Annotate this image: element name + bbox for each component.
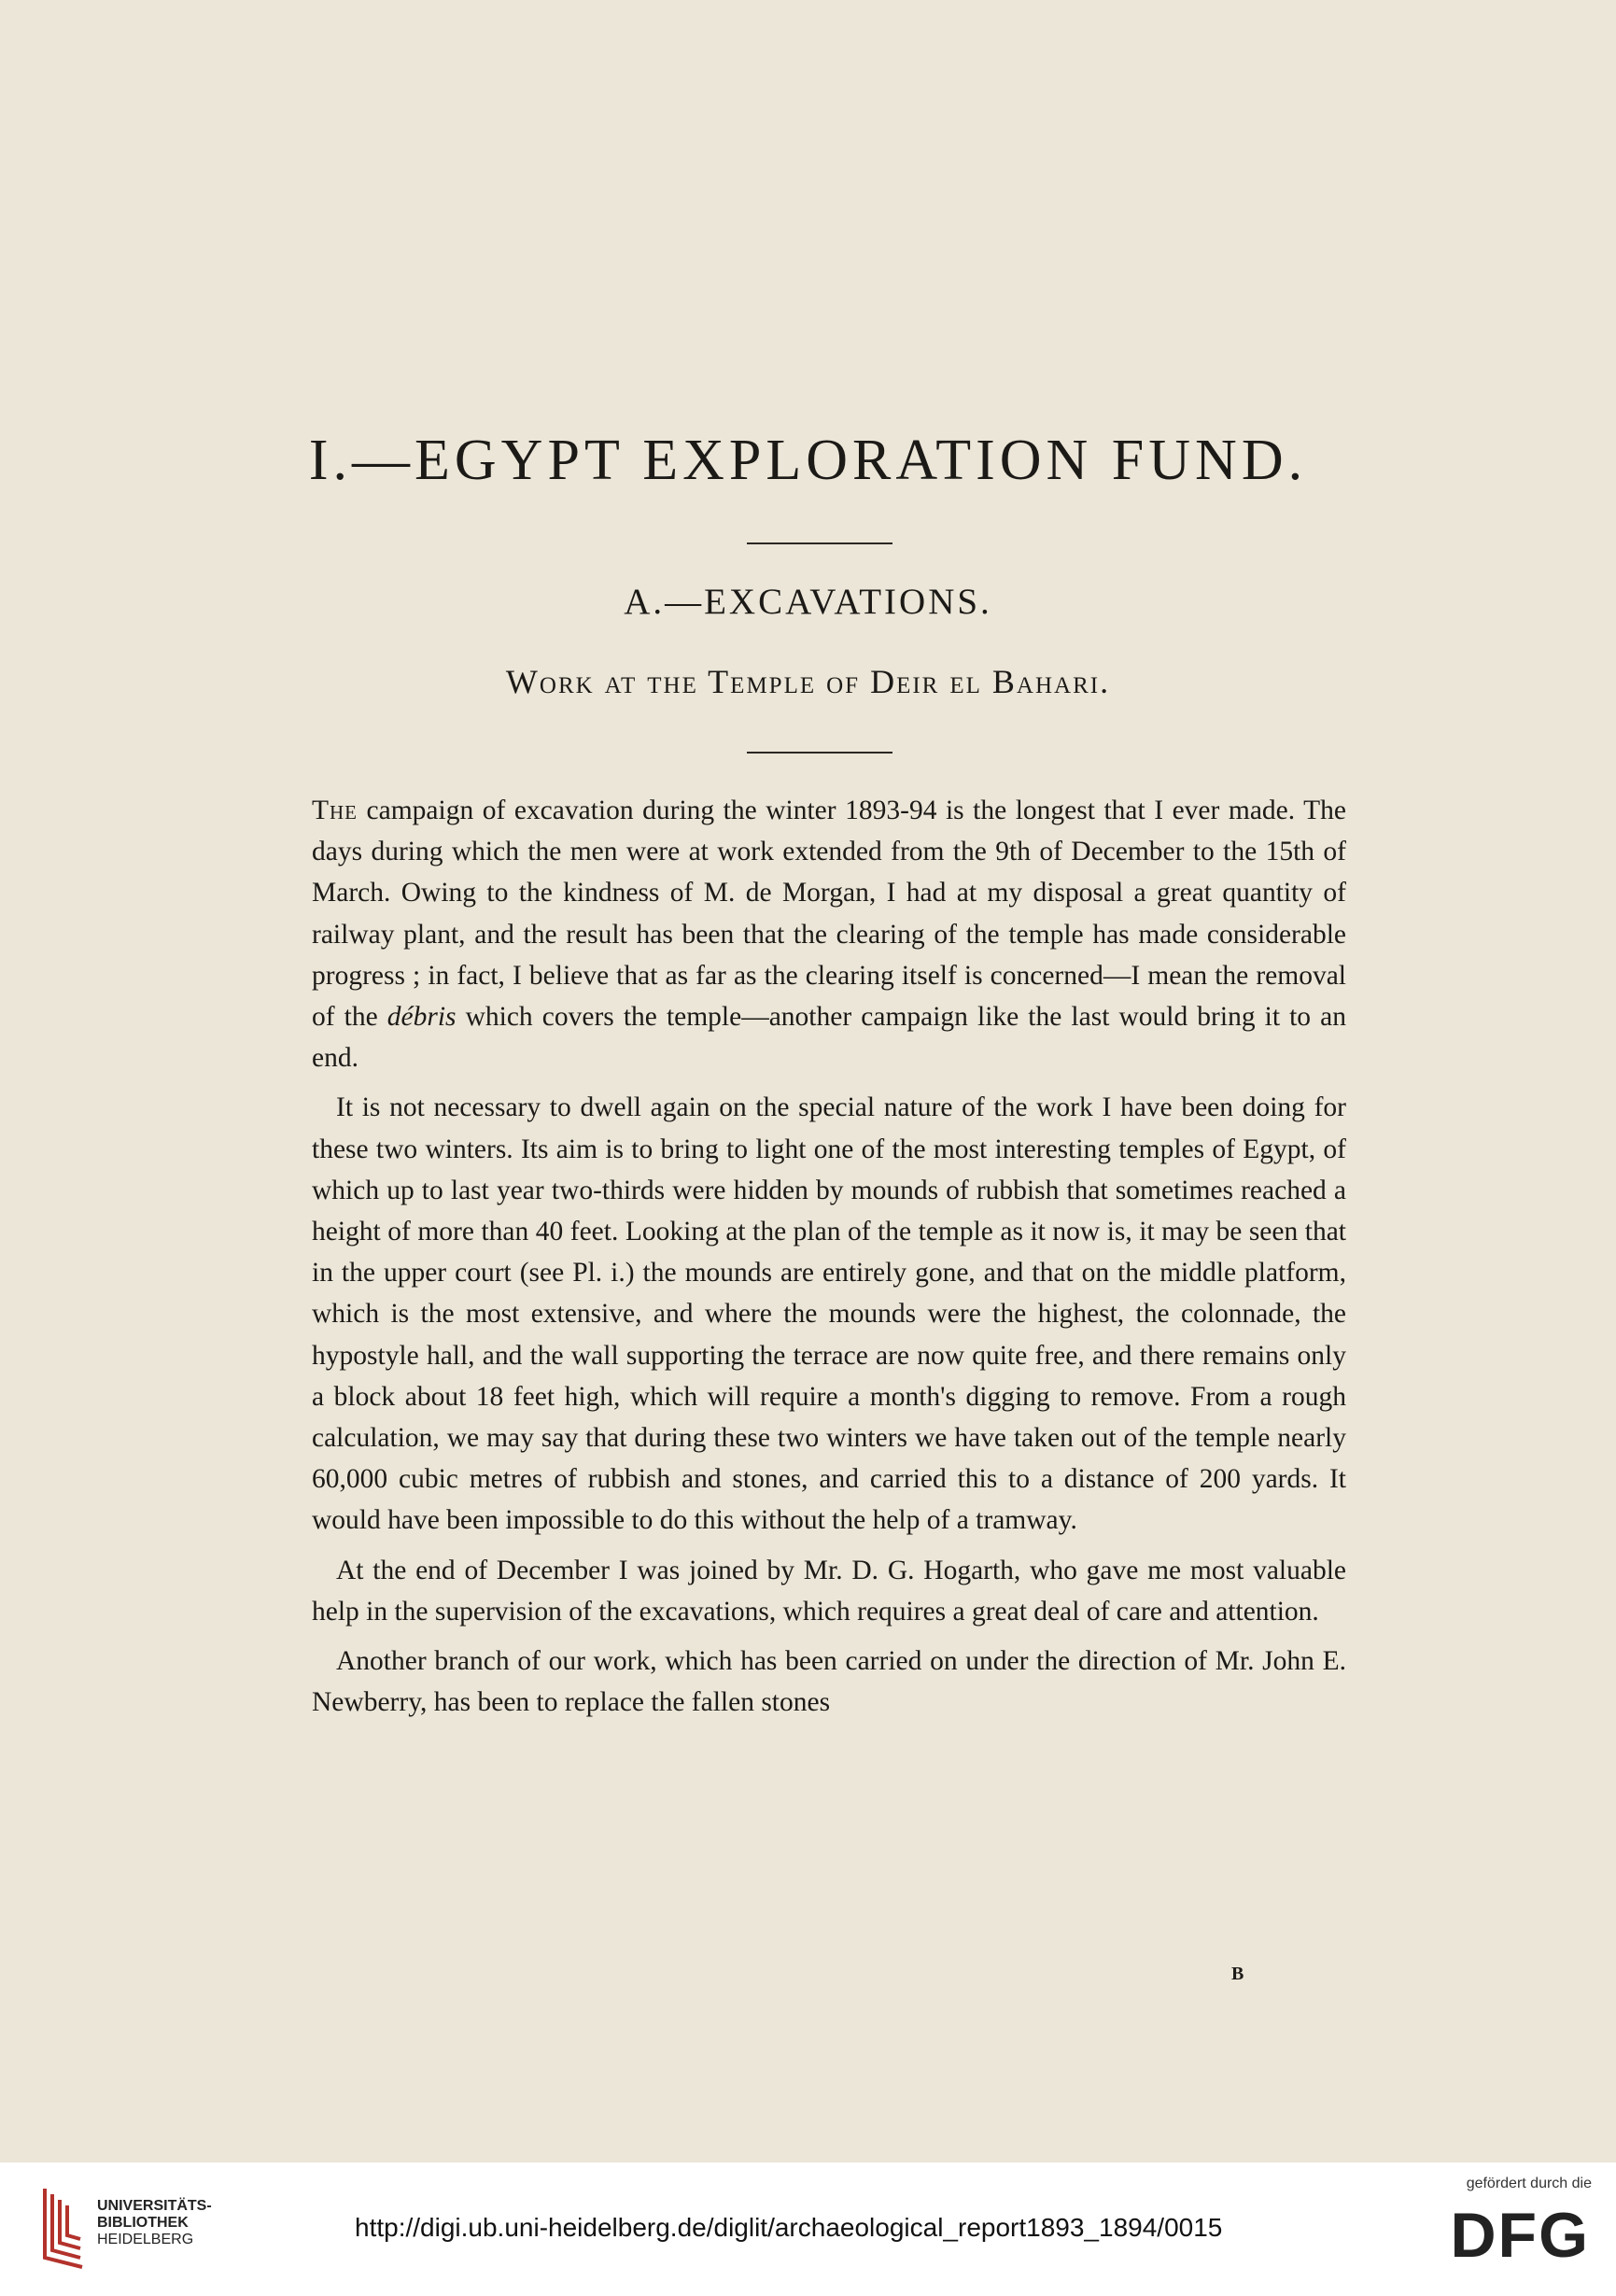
subtitle-divider — [747, 752, 892, 754]
title-divider — [747, 542, 892, 544]
section-subtitle: Work at the Temple of Deir el Bahari. — [505, 663, 1111, 700]
section-title: A.—EXCAVATIONS. — [624, 582, 992, 622]
paragraph-3: At the end of December I was joined by Mr. D. G. Hogarth, who gave me most valuable help in the supervision of the excavations, which requires a great deal of care and attention. — [312, 1555, 1346, 1627]
paragraph-lead-word: The — [312, 796, 358, 825]
body-text — [312, 790, 1346, 1731]
funded-by-label: gefördert durch die — [1466, 2176, 1592, 2191]
page-title: I.—EGYPT EXPLORATION FUND. — [308, 429, 1308, 492]
library-name-line-1: UNIVERSITÄTS- — [97, 2198, 212, 2214]
permalink-url[interactable]: http://digi.ub.uni-heidelberg.de/diglit/archaeological_report1893_1894/0015 — [355, 2213, 1223, 2242]
italic-term: débris — [386, 1002, 457, 1033]
university-library-name — [97, 2198, 212, 2248]
paragraph-4: Another branch of our work, which has been carried on under the direction of Mr. John E. Newberry, has been to replace the fallen stones — [312, 1646, 1346, 1718]
paragraph-text: campaign of excavation during the winter 1893-94 is the longest that I ever made. The days during which the men were at work extended from the 9th of December to the 15th of March. Owing to the kindness of M. de Morgan, I had at my disposal a great quantity of railway plant, and the result has been that the clearing of the temple has made considerable progress ; in fact, I believe that as far as the clearing itself is concerned—I mean the removal of the débris which covers the temple—another campaign like the last would bring it to an end. — [312, 796, 1346, 1074]
paragraph-1 — [312, 790, 1346, 1078]
signature-mark: B — [1231, 1964, 1244, 1984]
dfg-logo: DFG — [1450, 2200, 1590, 2271]
university-library-logo-icon — [39, 2185, 88, 2271]
library-name-line-2: BIBLIOTHEK — [97, 2215, 189, 2231]
digitization-footer — [0, 2162, 1616, 2296]
paragraph-2: It is not necessary to dwell again on the special nature of the work I have been doing for these two winters. Its aim is to bring to light one of the most interesting temples of Egypt, of which up to last year two-thirds were hidden by mounds of rubbish that sometimes reached a height of more than 40 feet. Looking at the plan of the temple as it now is, it may be seen that in the upper court (see Pl. i.) the mounds are entirely gone, and that on the middle platform, which is the most extensive, and where the mounds were the highest, the colonnade, the hypostyle hall, and the wall supporting the terrace are now quite free, and there remains only a block about 18 feet high, which will require a month's digging to remove. From a rough calculation, we may say that during these two winters we have taken out of the temple nearly 60,000 cubic metres of rubbish and stones, and carried this to a distance of 200 yards. It would have been impossible to do this without the help of a tramway. — [312, 1092, 1346, 1536]
library-name-line-3: HEIDELBERG — [97, 2232, 194, 2247]
